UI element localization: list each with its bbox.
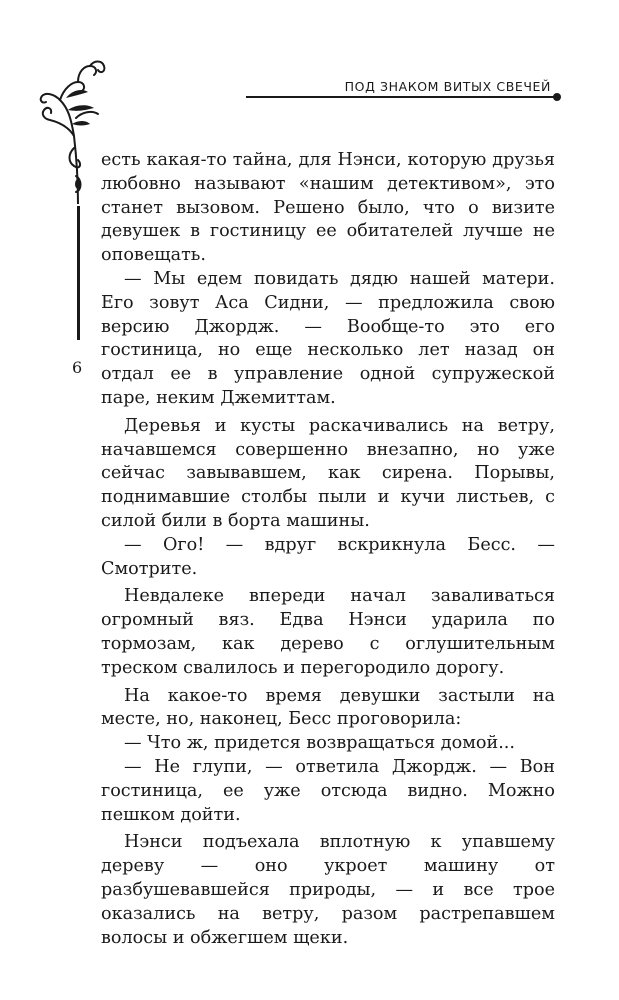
page-number: 6 bbox=[72, 358, 83, 377]
body-text bbox=[101, 149, 555, 950]
paragraph: есть какая-то тайна, для Нэнси, которую друзья любовно называют «нашим детективом», это станет вызовом. Решено было, что о визите девушек в гостиницу ее обитателей лучше не оповещать. bbox=[101, 150, 555, 266]
paragraph: Нэнси подъехала вплотную к упавшему дереву — оно укроет машину от разбушевавшейся природы, — и все трое оказались на ветру, разом растрепавшем волосы и обжегшем щеки. bbox=[101, 832, 555, 948]
paragraph: — Мы едем повидать дядю нашей матери. Его зовут Аса Сидни, — предложила свою версию Джордж. — Вообще-то это его гостиница, но еще несколько лет назад он отдал ее в управление одной супружеской паре, неким Джемиттам. bbox=[101, 268, 555, 408]
floral-ornament-icon bbox=[38, 58, 108, 204]
running-title: ПОД ЗНАКОМ ВИТЫХ СВЕЧЕЙ bbox=[344, 79, 551, 94]
paragraph: — Не глупи, — ответила Джордж. — Вон гостиница, ее уже отсюда видно. Можно пешком дойти. bbox=[101, 756, 555, 825]
header-rule bbox=[246, 96, 558, 98]
paragraph: — Ого! — вдруг вскрикнула Бесс. — Смотрите. bbox=[101, 534, 555, 579]
header-rule-end-dot bbox=[553, 93, 561, 101]
paragraph: На какое-то время девушки застыли на месте, но, наконец, Бесс проговорила: bbox=[101, 685, 555, 730]
paragraph: Невдалеке впереди начал заваливаться огромный вяз. Едва Нэнси ударила по тормозам, как дерево с оглушительным треском свалилось и перегородило дорогу. bbox=[101, 586, 555, 678]
paragraph: — Что ж, придется возвращаться домой... bbox=[124, 733, 515, 754]
paragraph: Деревья и кусты раскачивались на ветру, начавшемся совершенно внезапно, но уже сейчас завывавшем, как сирена. Порывы, поднимавшие столбы пыли и кучи листьев, с силой били в борта машины. bbox=[101, 415, 555, 531]
margin-vertical-rule bbox=[77, 206, 80, 340]
